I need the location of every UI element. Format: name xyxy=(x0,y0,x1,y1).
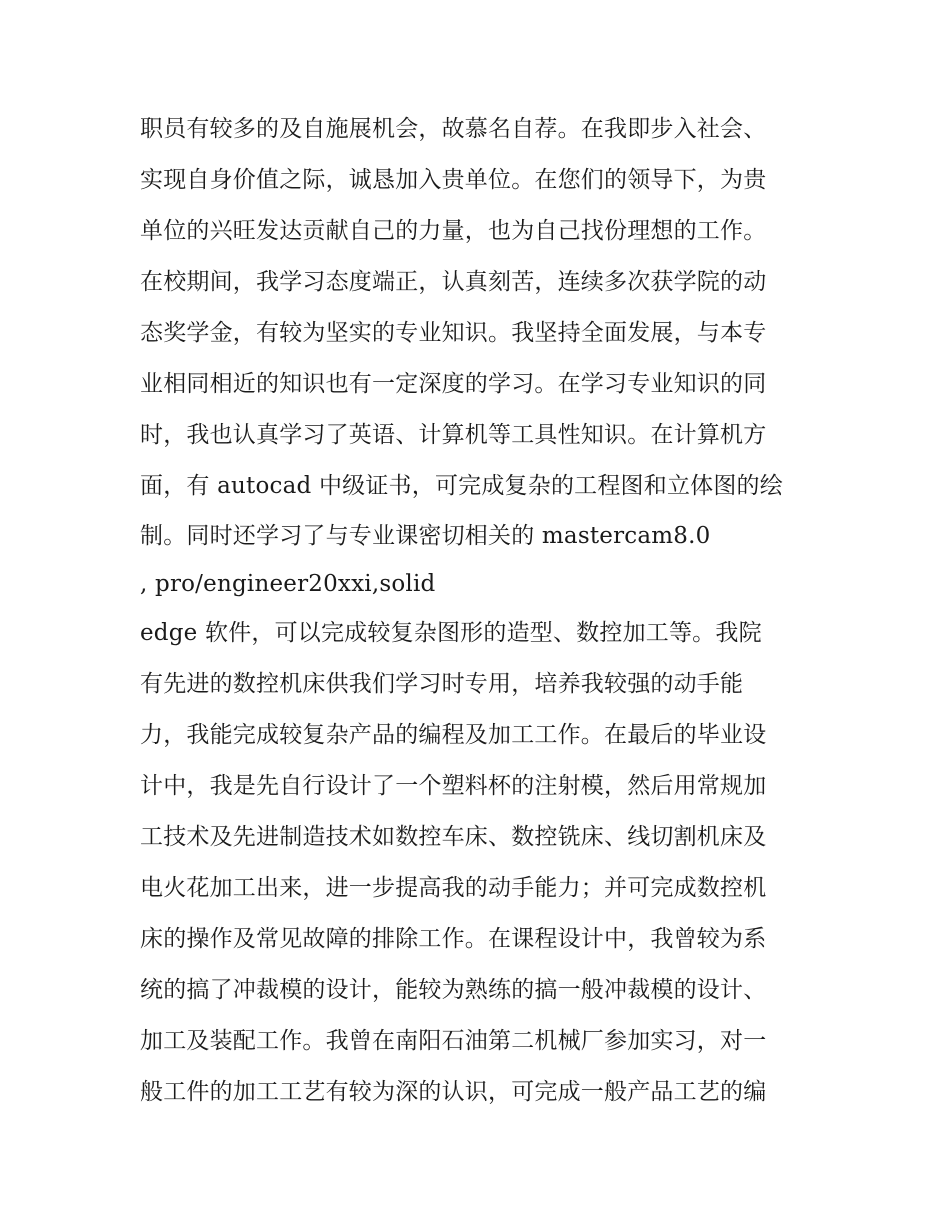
text-line: 电火花加工出来，进一步提高我的动手能力；并可完成数控机 xyxy=(140,875,767,901)
text-line: 般工件的加工工艺有较为深的认识，可完成一般产品工艺的编 xyxy=(140,1079,767,1105)
text-line: 有先进的数控机床供我们学习时专用，培养我较强的动手能 xyxy=(140,671,744,697)
text-line: 在校期间，我学习态度端正，认真刻苦，连续多次获学院的动 xyxy=(140,269,767,295)
text-line: 力，我能完成较复杂产品的编程及加工工作。在最后的毕业设 xyxy=(140,722,767,748)
text-line: 单位的兴旺发达贡献自己的力量，也为自己找份理想的工作。 xyxy=(140,218,767,244)
text-line: 床的操作及常见故障的排除工作。在课程设计中，我曾较为系 xyxy=(140,926,767,952)
text-line: , pro/engineer20xxi,solid xyxy=(140,571,436,597)
body-text xyxy=(140,104,830,1118)
text-line: 实现自身价值之际，诚恳加入贵单位。在您们的领导下，为贵 xyxy=(140,167,767,193)
text-line: 时，我也认真学习了英语、计算机等工具性知识。在计算机方 xyxy=(140,422,767,448)
text-line: 制。同时还学习了与专业课密切相关的 mastercam8.0 xyxy=(140,523,711,549)
text-line: 加工及装配工作。我曾在南阳石油第二机械厂参加实习，对一 xyxy=(140,1028,767,1054)
text-line: 工技术及先进制造技术如数控车床、数控铣床、线切割机床及 xyxy=(140,824,767,850)
text-line: 态奖学金，有较为坚实的专业知识。我坚持全面发展，与本专 xyxy=(140,320,767,346)
text-line: 面，有 autocad 中级证书，可完成复杂的工程图和立体图的绘 xyxy=(140,473,783,499)
text-line: edge 软件，可以完成较复杂图形的造型、数控加工等。我院 xyxy=(140,620,762,646)
text-line: 业相同相近的知识也有一定深度的学习。在学习专业知识的同 xyxy=(140,371,767,397)
text-line: 职员有较多的及自施展机会，故慕名自荐。在我即步入社会、 xyxy=(140,116,767,142)
text-line: 计中，我是先自行设计了一个塑料杯的注射模，然后用常规加 xyxy=(140,773,767,799)
text-line: 统的搞了冲裁模的设计，能较为熟练的搞一般冲裁模的设计、 xyxy=(140,977,767,1003)
